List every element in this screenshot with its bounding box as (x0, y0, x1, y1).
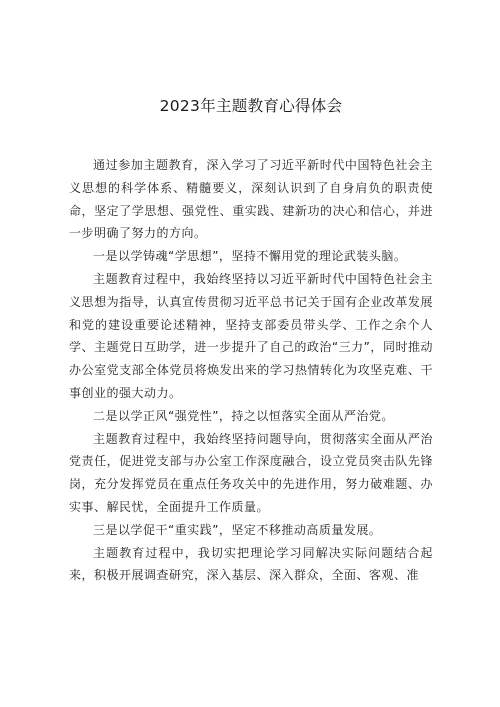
paragraph-heading-1: 一是以学铸魂“学思想”，坚持不懈用党的理论武装头脑。 (93, 249, 407, 264)
paragraph-intro: 通过参加主题教育，深入学习了习近平新时代中国特色社会主义思想的科学体系、精髓要义，深刻认识到了自身肩负的职责使命，坚定了学思想、强党性、重实践、建新功的决心和信心，并进一步明确了努力的方向。 (69, 158, 433, 241)
paragraph-heading-2: 二是以学正风“强党性”，持之以恒落实全面从严治党。 (93, 408, 394, 423)
paragraph-body-3: 主题教育过程中，我切实把理论学习同解决实际问题结合起来，积极开展调查研究，深入基层、深入群众，全面、客观、准 (69, 545, 433, 583)
document-title: 2023年主题教育心得体会 (159, 97, 343, 115)
paragraph-body-1: 主题教育过程中，我始终坚持以习近平新时代中国特色社会主义思想为指导，认真宣传贯彻习近平总书记关于国有企业改革发展和党的建设重要论述精神，坚持支部委员带头学、工作之余个人学、主题党日互助学，进一步提升了自己的政治“三力”，同时推动办公室党支部全体党员将焕发出来的学习热情转化为攻坚克难、干事创业的强大动力。 (69, 271, 433, 400)
paragraph-body-2: 主题教育过程中，我始终坚持问题导向，贯彻落实全面从严治党责任，促进党支部与办公室工作深度融合，设立党员突击队先锋岗，充分发挥党员在重点任务攻关中的先进作用，努力破难题、办实事、解民忧，全面提升工作质量。 (69, 431, 433, 514)
document-body (69, 154, 433, 587)
paragraph-heading-3: 三是以学促干“重实践”，坚定不移推动高质量发展。 (93, 522, 382, 537)
